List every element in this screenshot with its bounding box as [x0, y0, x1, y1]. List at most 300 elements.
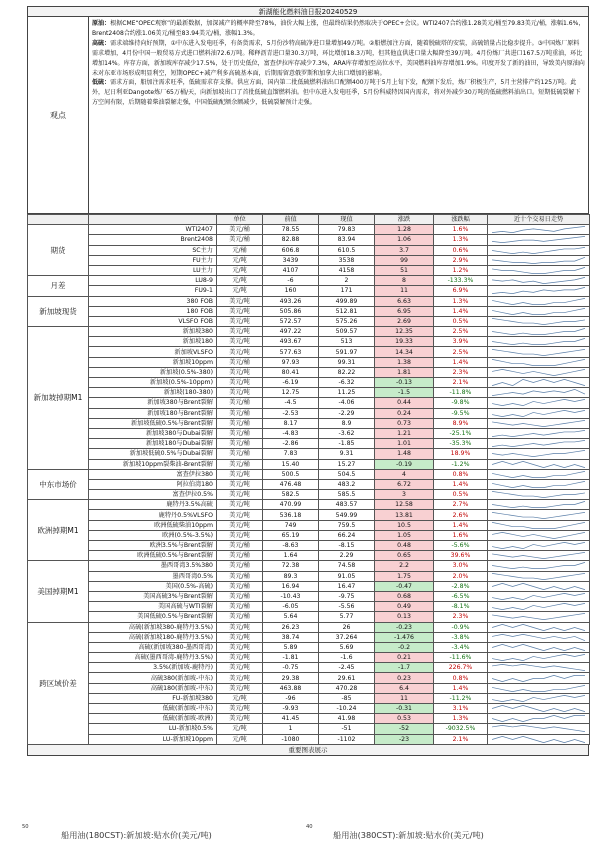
sparkline-chart	[488, 460, 589, 469]
previous-value: 536.18	[263, 510, 319, 520]
instrument-name: 新加坡VLSFO	[89, 347, 217, 357]
previous-value: -1.81	[263, 653, 319, 663]
change-percent: -1.2%	[434, 459, 488, 469]
unit-cell: 美元/吨	[217, 347, 263, 357]
sparkline-line	[492, 532, 585, 538]
current-value: -6.32	[319, 378, 375, 388]
previous-value: -9.93	[263, 704, 319, 714]
sparkline-chart	[488, 490, 589, 499]
sparkline-line	[492, 451, 585, 457]
change-value: 0.65	[375, 551, 434, 561]
change-value: -0.19	[375, 459, 434, 469]
change-value: 1.75	[375, 571, 434, 581]
sparkline	[488, 449, 590, 459]
table-row	[28, 551, 590, 561]
unit-cell: 美元/吨	[217, 663, 263, 673]
current-value: 82.22	[319, 367, 375, 377]
sparkline-line	[492, 247, 585, 253]
table-row	[28, 622, 590, 632]
instrument-name: 新加坡380	[89, 327, 217, 337]
sparkline-chart	[488, 714, 589, 723]
change-percent: 2.9%	[434, 255, 488, 265]
sparkline-chart	[488, 500, 589, 509]
previous-value: 15.40	[263, 459, 319, 469]
change-value: 10.5	[375, 520, 434, 530]
group-label: 新加坡现货	[28, 296, 89, 327]
sparkline-line	[492, 329, 585, 335]
instrument-name: 墨西哥湾0.5%	[89, 571, 217, 581]
table-row	[28, 225, 590, 235]
sparkline	[488, 653, 590, 663]
change-percent: -11.8%	[434, 388, 488, 398]
current-value: 504.5	[319, 469, 375, 479]
unit-cell: 美元/吨	[217, 306, 263, 316]
change-percent: 0.6%	[434, 245, 488, 255]
previous-value: -0.75	[263, 663, 319, 673]
sparkline-line	[492, 563, 585, 569]
instrument-name: 高硫(新加坡380-墨西哥湾)	[89, 642, 217, 652]
change-percent: 2.7%	[434, 500, 488, 510]
report-title: 新湖能化燃料油日报20240529	[27, 6, 589, 17]
sparkline-chart	[488, 541, 589, 550]
change-value: -0.23	[375, 622, 434, 632]
unit-cell: 美元/吨	[217, 490, 263, 500]
unit-cell: 美元/桶	[217, 225, 263, 235]
table-row	[28, 408, 590, 418]
column-header	[89, 215, 217, 225]
change-value: 3.7	[375, 245, 434, 255]
table-row	[28, 347, 590, 357]
sparkline-chart	[488, 256, 589, 265]
sparkline-chart	[488, 694, 589, 703]
unit-cell: 美元/吨	[217, 632, 263, 642]
table-row	[28, 653, 590, 663]
change-percent: 0.5%	[434, 316, 488, 326]
sparkline-chart	[488, 317, 589, 326]
table-row	[28, 245, 590, 255]
sparkline	[488, 490, 590, 500]
previous-value: 4107	[263, 265, 319, 275]
instrument-name: FU主力	[89, 255, 217, 265]
table-row	[28, 235, 590, 245]
sparkline-line	[492, 716, 585, 722]
sparkline	[488, 714, 590, 724]
change-percent: 1.2%	[434, 265, 488, 275]
sparkline-chart	[488, 582, 589, 591]
sparkline-line	[492, 410, 585, 416]
current-value: -3.62	[319, 428, 375, 438]
instrument-name: 新加坡10ppm裂柴油-Brent裂解	[89, 459, 217, 469]
change-percent: -25.1%	[434, 428, 488, 438]
instrument-name: 阿拉伯湾180	[89, 479, 217, 489]
table-row	[28, 541, 590, 551]
current-value: 74.58	[319, 561, 375, 571]
sparkline	[488, 541, 590, 551]
current-value: 99.31	[319, 357, 375, 367]
sparkline	[488, 367, 590, 377]
sparkline-chart	[488, 266, 589, 275]
unit-cell: 美元/吨	[217, 378, 263, 388]
sparkline-chart	[488, 633, 589, 642]
change-value: 1.06	[375, 235, 434, 245]
sparkline	[488, 530, 590, 540]
change-percent: 2.1%	[434, 378, 488, 388]
current-value: 483.57	[319, 500, 375, 510]
instrument-name: 新加坡380与Brent裂解	[89, 398, 217, 408]
price-table	[27, 214, 590, 745]
previous-value: 606.8	[263, 245, 319, 255]
change-percent: 2.5%	[434, 347, 488, 357]
change-value: 0.21	[375, 653, 434, 663]
sparkline-chart	[488, 449, 589, 458]
table-row	[28, 500, 590, 510]
viewpoint-text	[89, 17, 588, 213]
instrument-name: 新加坡180	[89, 337, 217, 347]
sparkline-chart	[488, 419, 589, 428]
unit-cell: 美元/吨	[217, 469, 263, 479]
previous-value: -6	[263, 276, 319, 286]
unit-cell: 元/桶	[217, 245, 263, 255]
sparkline-chart	[488, 409, 589, 418]
sparkline	[488, 439, 590, 449]
table-row	[28, 612, 590, 622]
current-value: -2.29	[319, 408, 375, 418]
sparkline	[488, 632, 590, 642]
table-row	[28, 693, 590, 703]
sparkline	[488, 561, 590, 571]
change-value: 6.4	[375, 683, 434, 693]
current-value: 171	[319, 286, 375, 296]
sparkline-line	[492, 481, 585, 487]
change-value: 0.48	[375, 541, 434, 551]
current-value: -10.24	[319, 704, 375, 714]
sparkline-line	[492, 278, 585, 284]
unit-cell: 美元/桶	[217, 591, 263, 601]
sparkline	[488, 357, 590, 367]
sparkline	[488, 255, 590, 265]
viewpoint-low-sulfur	[92, 78, 585, 108]
current-value: -1102	[319, 734, 375, 744]
previous-value: -1080	[263, 734, 319, 744]
previous-value: 1.64	[263, 551, 319, 561]
previous-value: -6.05	[263, 602, 319, 612]
table-row	[28, 530, 590, 540]
table-row	[28, 265, 590, 275]
unit-cell: 美元/吨	[217, 530, 263, 540]
column-header: 单位	[217, 215, 263, 225]
sparkline	[488, 510, 590, 520]
change-percent: -35.3%	[434, 439, 488, 449]
current-value: 37.264	[319, 632, 375, 642]
sparkline	[488, 337, 590, 347]
change-percent: -11.6%	[434, 653, 488, 663]
change-value: 6.72	[375, 479, 434, 489]
viewpoint-high-sulfur-body: 需求端维持向好预期，①中东进入发电旺季，有备货需求，5月份沙特高硫净进口量增加49万吨。②船燃加注方面，随着脱硫塔的安装，高硫销量占比稳步提升。③中国炼厂原料需求增加，4月份中国一般贸易方式进口燃料油72.6万吨。稀释沥青进口量30.3万吨，环比增加18.3万吨，但其他直供进口量大幅降至39万吨。4月份炼厂共进口167.5万吨重油，环比增加14%。库存方面，新加坡库存减少17.5%，处于历史低位，富查伊拉库存减少7.3%，ARA库存增加至高位水平，美国燃料油库存增加1.9%。印度开发了新的油田，导致美内原油向未对东亚市场形成明显利空，短期OPEC+减产利多高硫基本面，后期需留意俄罗斯和加拿大出口增加的影响。	[92, 39, 585, 77]
current-value: 5.69	[319, 642, 375, 652]
sparkline-line	[492, 695, 585, 701]
sparkline	[488, 347, 590, 357]
column-header: 现值	[319, 215, 375, 225]
unit-cell: 美元/吨	[217, 653, 263, 663]
sparkline	[488, 408, 590, 418]
current-value: 591.97	[319, 347, 375, 357]
change-value: 0.73	[375, 418, 434, 428]
viewpoint-low-sulfur-head: 低硫：	[92, 79, 111, 87]
change-value: -1.476	[375, 632, 434, 642]
current-value: -9.75	[319, 591, 375, 601]
instrument-name: 380 FOB	[89, 296, 217, 306]
sparkline-chart	[488, 327, 589, 336]
instrument-name: 高硫(墨西哥湾-鹿特丹3.5%)	[89, 653, 217, 663]
group-label: 新加坡掉期M1	[28, 327, 89, 470]
sparkline-line	[492, 339, 585, 345]
unit-cell: 元/吨	[217, 286, 263, 296]
sparkline-line	[492, 308, 585, 314]
instrument-name: 新加坡低硫0.5%与Brent裂解	[89, 418, 217, 428]
previous-value: 3439	[263, 255, 319, 265]
change-value: 0.13	[375, 612, 434, 622]
previous-value: 470.99	[263, 500, 319, 510]
current-value: -5.56	[319, 602, 375, 612]
change-percent: -3.4%	[434, 642, 488, 652]
change-percent: 1.4%	[434, 683, 488, 693]
viewpoint-crude	[92, 19, 585, 39]
sparkline-line	[492, 502, 585, 508]
current-value: 2.29	[319, 551, 375, 561]
sparkline	[488, 551, 590, 561]
sparkline-line	[492, 267, 585, 273]
change-value: 19.33	[375, 337, 434, 347]
sparkline-line	[492, 614, 585, 620]
sparkline-chart	[488, 623, 589, 632]
sparkline-line	[492, 349, 585, 355]
unit-cell: 美元/吨	[217, 296, 263, 306]
instrument-name: 美国低硫0.5%与Brent裂解	[89, 612, 217, 622]
change-percent: 1.3%	[434, 235, 488, 245]
sparkline	[488, 378, 590, 388]
table-row	[28, 469, 590, 479]
sparkline	[488, 673, 590, 683]
change-value: 0.44	[375, 398, 434, 408]
unit-cell: 美元/桶	[217, 581, 263, 591]
instrument-name: 低硫(新加坡-欧洲)	[89, 714, 217, 724]
sparkline-chart	[488, 388, 589, 397]
change-value: 0.49	[375, 602, 434, 612]
instrument-name: 美国(0.5%-高硫)	[89, 581, 217, 591]
viewpoint-high-sulfur-head: 高硫：	[92, 39, 111, 47]
sparkline-line	[492, 359, 585, 365]
previous-value: 80.41	[263, 367, 319, 377]
sparkline-line	[492, 736, 585, 742]
change-value: 0.24	[375, 408, 434, 418]
table-row	[28, 316, 590, 326]
sparkline-chart	[488, 307, 589, 316]
sparkline-chart	[488, 561, 589, 570]
previous-value: -8.63	[263, 541, 319, 551]
unit-cell: 美元/吨	[217, 388, 263, 398]
previous-value: 89.3	[263, 571, 319, 581]
previous-value: -4.83	[263, 428, 319, 438]
unit-cell: 美元/桶	[217, 459, 263, 469]
instrument-name: LU-新加坡0.5%	[89, 724, 217, 734]
sparkline	[488, 500, 590, 510]
sparkline	[488, 612, 590, 622]
previous-value: 7.83	[263, 449, 319, 459]
previous-value: 41.45	[263, 714, 319, 724]
current-value: 16.47	[319, 581, 375, 591]
table-row	[28, 704, 590, 714]
sparkline	[488, 520, 590, 530]
group-label: 跨区域价差	[28, 622, 89, 744]
change-percent: 2.3%	[434, 612, 488, 622]
sparkline	[488, 602, 590, 612]
unit-cell: 美元/桶	[217, 235, 263, 245]
table-row	[28, 255, 590, 265]
unit-cell: 美元/吨	[217, 704, 263, 714]
previous-value: -10.43	[263, 591, 319, 601]
current-value: -1.6	[319, 653, 375, 663]
sparkline-chart	[488, 246, 589, 255]
previous-value: 577.63	[263, 347, 319, 357]
table-row	[28, 724, 590, 734]
table-row	[28, 490, 590, 500]
sparkline	[488, 316, 590, 326]
sparkline-line	[492, 624, 585, 630]
unit-cell: 美元/桶	[217, 449, 263, 459]
sparkline	[488, 327, 590, 337]
viewpoint-section	[27, 17, 589, 214]
change-percent: 2.3%	[434, 367, 488, 377]
instrument-name: 墨西哥湾3.5%380	[89, 561, 217, 571]
table-row	[28, 418, 590, 428]
table-row	[28, 602, 590, 612]
current-value: 83.94	[319, 235, 375, 245]
previous-value: 72.38	[263, 561, 319, 571]
sparkline	[488, 642, 590, 652]
sparkline-chart	[488, 276, 589, 285]
sparkline-line	[492, 655, 585, 661]
table-row	[28, 632, 590, 642]
previous-value: -96	[263, 693, 319, 703]
instrument-name: SC主力	[89, 245, 217, 255]
change-percent: -9.5%	[434, 408, 488, 418]
charts-strip	[20, 824, 595, 842]
table-row	[28, 673, 590, 683]
instrument-name: Brent2408	[89, 235, 217, 245]
table-row	[28, 520, 590, 530]
current-value: 610.5	[319, 245, 375, 255]
change-percent: -9032.5%	[434, 724, 488, 734]
column-header	[28, 215, 89, 225]
change-percent: 1.6%	[434, 530, 488, 540]
previous-value: 78.55	[263, 225, 319, 235]
change-percent: -8.1%	[434, 602, 488, 612]
unit-cell: 美元/吨	[217, 337, 263, 347]
instrument-name: 高硫380(新加坡-中东)	[89, 673, 217, 683]
sparkline-chart	[488, 735, 589, 744]
table-header-row	[28, 215, 590, 225]
change-value: 1.01	[375, 439, 434, 449]
change-value: 1.81	[375, 367, 434, 377]
change-percent: 1.6%	[434, 225, 488, 235]
column-header: 涨跌幅	[434, 215, 488, 225]
current-value: -85	[319, 693, 375, 703]
sparkline-line	[492, 553, 585, 559]
sparkline	[488, 663, 590, 673]
sparkline	[488, 469, 590, 479]
previous-value: 5.89	[263, 642, 319, 652]
sparkline-line	[492, 430, 585, 436]
sparkline	[488, 724, 590, 734]
unit-cell: 美元/桶	[217, 418, 263, 428]
unit-cell: 美元/吨	[217, 683, 263, 693]
sparkline-chart	[488, 297, 589, 306]
sparkline-chart	[488, 684, 589, 693]
sparkline-line	[492, 522, 585, 528]
current-value: 3538	[319, 255, 375, 265]
sparkline-line	[492, 227, 585, 233]
group-label: 月差	[28, 276, 89, 296]
previous-value: 38.74	[263, 632, 319, 642]
change-percent: 6.9%	[434, 286, 488, 296]
change-percent: 2.1%	[434, 734, 488, 744]
group-label: 期货	[28, 225, 89, 276]
previous-value: -6.19	[263, 378, 319, 388]
table-row	[28, 734, 590, 744]
change-value: 14.34	[375, 347, 434, 357]
current-value: 4158	[319, 265, 375, 275]
unit-cell: 美元/桶	[217, 398, 263, 408]
change-percent: 1.4%	[434, 357, 488, 367]
sparkline-chart	[488, 663, 589, 672]
chart-1-axis-top: 50	[22, 824, 29, 830]
unit-cell: 美元/桶	[217, 428, 263, 438]
sparkline-line	[492, 675, 585, 681]
unit-cell: 美元/桶	[217, 612, 263, 622]
sparkline-chart	[488, 235, 589, 244]
current-value: 11.25	[319, 388, 375, 398]
previous-value: 476.48	[263, 479, 319, 489]
sparkline	[488, 622, 590, 632]
current-value: -2.45	[319, 663, 375, 673]
sparkline-chart	[488, 439, 589, 448]
sparkline-line	[492, 288, 585, 294]
instrument-name: 高硫(新加坡180-鹿特丹3.5%)	[89, 632, 217, 642]
unit-cell: 美元/桶	[217, 561, 263, 571]
unit-cell: 美元/吨	[217, 622, 263, 632]
sparkline-chart	[488, 612, 589, 621]
table-row	[28, 663, 590, 673]
sparkline-line	[492, 441, 585, 447]
change-percent: 2.0%	[434, 571, 488, 581]
change-percent: -9.8%	[434, 398, 488, 408]
unit-cell: 美元/桶	[217, 571, 263, 581]
current-value: 15.27	[319, 459, 375, 469]
unit-cell: 美元/吨	[217, 673, 263, 683]
table-row	[28, 581, 590, 591]
sparkline-chart	[488, 521, 589, 530]
unit-cell: 美元/吨	[217, 714, 263, 724]
sparkline-chart	[488, 592, 589, 601]
change-value: 2.69	[375, 316, 434, 326]
viewpoint-low-sulfur-body: 需求方面，船加注需求旺季，低硫需求存支撑。供应方面，国内第二批低硫燃料油出口配额400万吨于5月上旬下发，配额下发后，炼厂积极生产，5月主营排产约125万吨。此外，尼日利亚Dangote炼厂65万桶/天，向新加坡出口了首批低硫直馏燃料油。但中东进入发电旺季，5月份科威特因国内需求，将对外减少30万吨的低硫燃料油出口。短期低硫裂解下方空间有限，后期随着柴油裂解走强，中国低硫配额余额减少，低硫裂解预计走强。	[92, 79, 581, 107]
instrument-name: FU-新加坡380	[89, 693, 217, 703]
sparkline-chart	[488, 572, 589, 581]
current-value: 549.99	[319, 510, 375, 520]
current-value: 29.61	[319, 673, 375, 683]
current-value: 512.81	[319, 306, 375, 316]
unit-cell: 美元/桶	[217, 439, 263, 449]
